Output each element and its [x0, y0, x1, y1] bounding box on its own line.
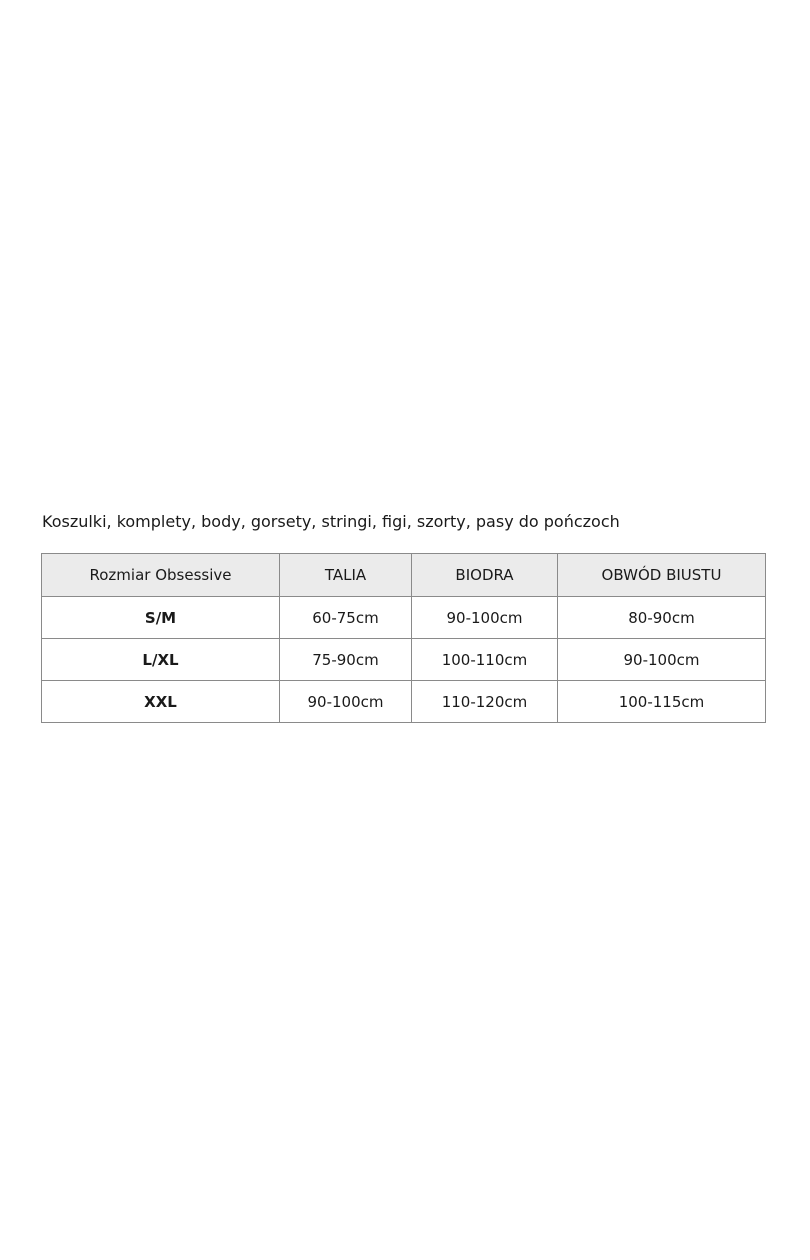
- bust-cell: 80-90cm: [558, 597, 766, 639]
- size-cell: S/M: [42, 597, 280, 639]
- hips-cell: 90-100cm: [412, 597, 558, 639]
- size-chart-caption: Koszulki, komplety, body, gorsety, stringi, figi, szorty, pasy do pończoch: [42, 512, 620, 531]
- table-row: [42, 681, 766, 723]
- bust-cell: 100-115cm: [558, 681, 766, 723]
- bust-cell: 90-100cm: [558, 639, 766, 681]
- header-bust: OBWÓD BIUSTU: [558, 554, 766, 597]
- header-waist: TALIA: [280, 554, 412, 597]
- size-cell: L/XL: [42, 639, 280, 681]
- table-header: [42, 554, 766, 597]
- header-hips: BIODRA: [412, 554, 558, 597]
- header-size: Rozmiar Obsessive: [42, 554, 280, 597]
- hips-cell: 100-110cm: [412, 639, 558, 681]
- waist-cell: 75-90cm: [280, 639, 412, 681]
- table-row: [42, 639, 766, 681]
- table-body: [42, 597, 766, 723]
- waist-cell: 60-75cm: [280, 597, 412, 639]
- table-row: [42, 597, 766, 639]
- table-header-row: [42, 554, 766, 597]
- size-chart-table: [41, 553, 766, 723]
- hips-cell: 110-120cm: [412, 681, 558, 723]
- waist-cell: 90-100cm: [280, 681, 412, 723]
- size-cell: XXL: [42, 681, 280, 723]
